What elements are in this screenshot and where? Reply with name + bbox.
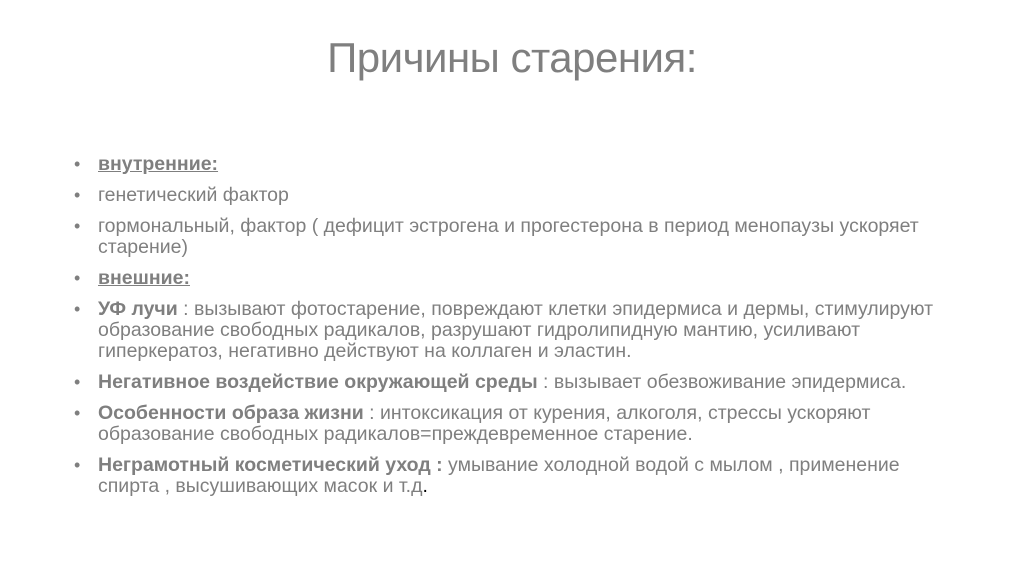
external-heading: внешние: [98, 267, 190, 289]
item-bold-label: Негативное воздействие окружающей среды [98, 371, 538, 393]
list-item-external [74, 268, 954, 289]
bullet-icon: • [74, 299, 81, 319]
item-tail: . [422, 475, 428, 497]
list-item-lifestyle [74, 403, 954, 445]
slide-title: Причины старения: [327, 34, 697, 81]
item-bold-label: Неграмотный косметический уход : [98, 454, 443, 476]
item-text: гормональный, фактор ( дефицит эстрогена и прогестерона в период менопаузы ускоряет старение) [98, 215, 919, 258]
item-text: умывание холодной водой с мылом , применение спирта , высушивающих масок и т.д [98, 454, 900, 497]
item-text: : интоксикация от курения, алкоголя, стрессы ускоряют образование свободных радикалов=преждевременное старение. [98, 402, 871, 445]
list-item-hormonal [74, 216, 954, 258]
list-item-care [74, 455, 954, 497]
internal-heading: внутренние: [98, 153, 219, 175]
list-item-genetic [74, 185, 954, 206]
item-text: : вызывает обезвоживание эпидермиса. [537, 371, 907, 393]
item-text: : вызывают фотостарение, повреждают клетки эпидермиса и дермы, стимулируют образование свободных радикалов, разрушают гидролипидную мантию, усиливают гиперкератоз, негативно действуют на коллаген и эластин. [98, 298, 934, 362]
item-text: генетический фактор [98, 184, 289, 206]
bullet-icon: • [74, 268, 81, 288]
bullet-icon: • [74, 372, 81, 392]
bullet-icon: • [74, 185, 81, 205]
bullet-list [74, 154, 954, 507]
bullet-icon: • [74, 216, 81, 236]
bullet-icon: • [74, 154, 81, 174]
bullet-icon: • [74, 455, 81, 475]
list-item-environment [74, 372, 954, 393]
bullet-icon: • [74, 403, 81, 423]
list-item-internal [74, 154, 954, 175]
item-bold-label: УФ лучи [98, 298, 178, 320]
item-bold-label: Особенности образа жизни [98, 402, 364, 424]
list-item-uv [74, 299, 954, 362]
